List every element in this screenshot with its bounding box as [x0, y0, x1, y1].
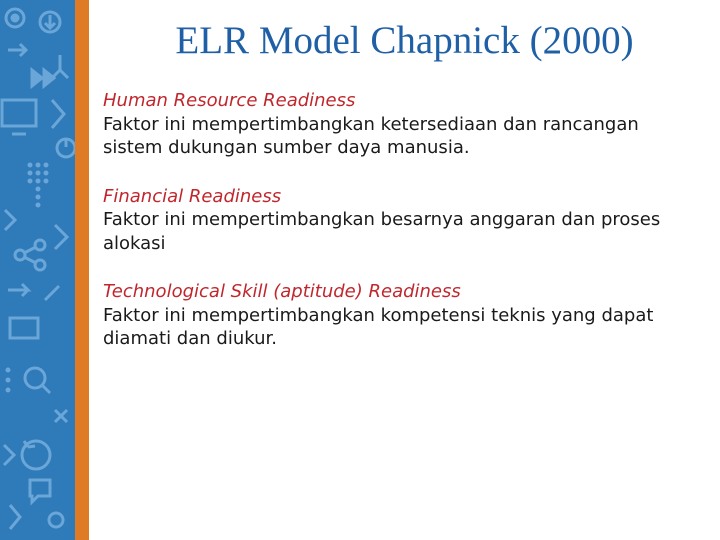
arrow-icon	[55, 410, 67, 422]
share-icon	[15, 240, 45, 270]
readiness-item-financial	[103, 185, 703, 256]
arrow-icon	[4, 445, 14, 465]
slide-title: ELR Model Chapnick (2000)	[175, 19, 634, 62]
dots-grid-icon	[6, 368, 11, 393]
item-heading: Technological Skill (aptitude) Readiness	[103, 281, 461, 302]
search-icon	[25, 368, 50, 393]
fast-forward-icon	[32, 70, 54, 86]
network-icon	[52, 55, 68, 78]
arrow-icon	[8, 284, 59, 300]
accent-stripe	[75, 0, 89, 540]
monitor-icon	[2, 100, 36, 134]
item-heading: Human Resource Readiness	[103, 90, 356, 111]
chat-icon	[30, 480, 50, 502]
item-description: Faktor ini mempertimbangkan ketersediaan dan rancangan sistem dukungan sumber daya manusia.	[103, 113, 639, 158]
power-icon	[57, 139, 75, 157]
chevron-right-icon	[10, 505, 20, 529]
item-heading: Financial Readiness	[103, 185, 282, 207]
gear-icon	[6, 9, 24, 27]
sidebar-decoration	[0, 0, 75, 540]
readiness-item-human-resource	[103, 89, 703, 160]
refresh-icon	[22, 441, 50, 469]
power-icon	[49, 513, 63, 527]
download-icon	[40, 12, 60, 32]
dots-grid-icon	[28, 163, 49, 208]
monitor-icon	[10, 318, 38, 338]
item-description: Faktor ini mempertimbangkan kompetensi teknis yang dapat diamati dan diukur.	[103, 304, 654, 349]
item-description: Faktor ini mempertimbangkan besarnya anggaran dan proses alokasi	[103, 209, 661, 254]
readiness-item-technological	[103, 280, 703, 351]
arrow-icon	[8, 44, 26, 56]
slide-content	[103, 89, 703, 376]
chevron-right-icon	[52, 100, 64, 128]
